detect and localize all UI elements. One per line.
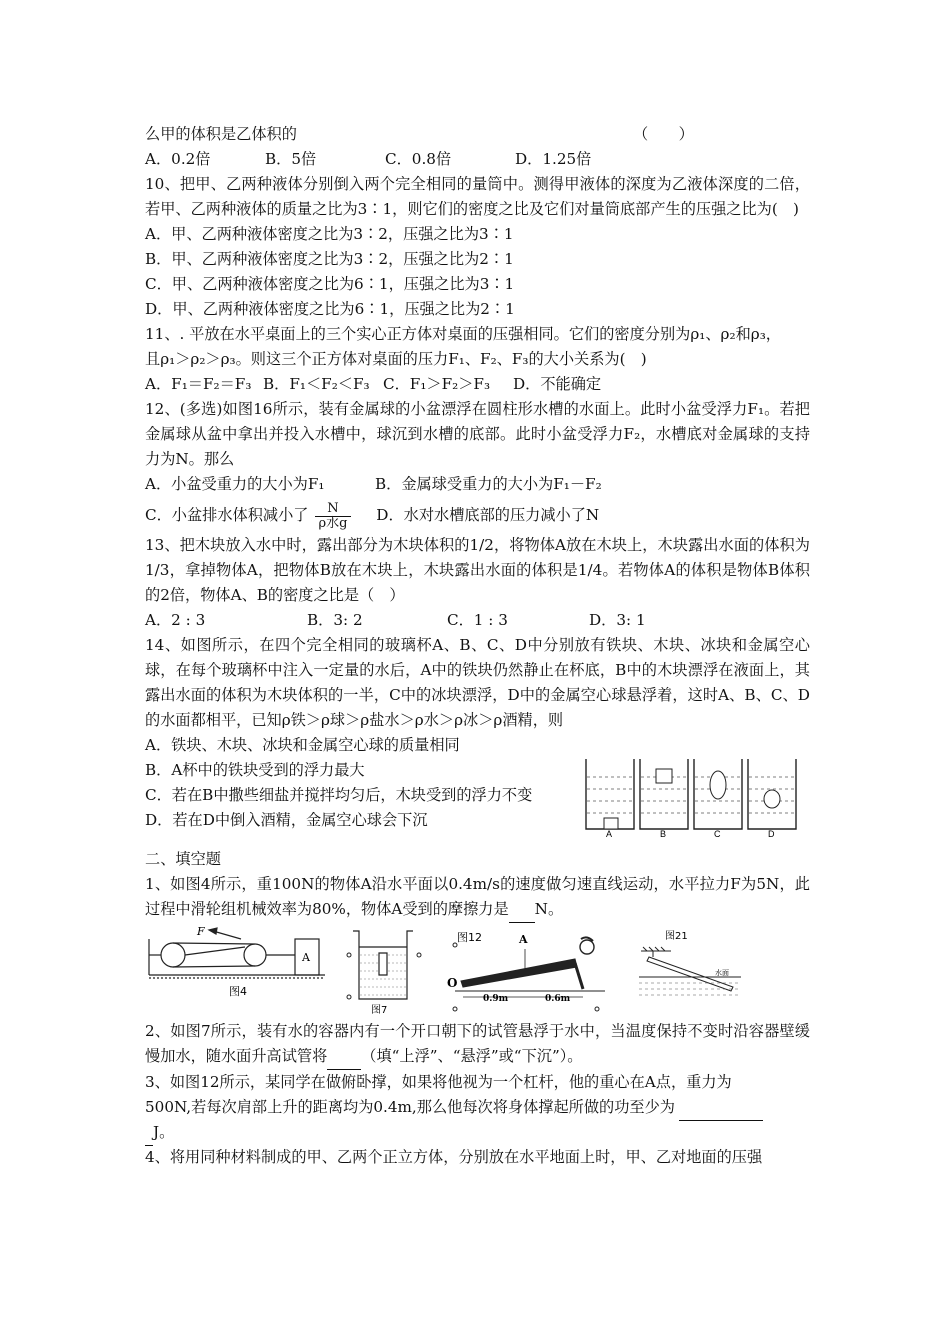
fig12-distance-1: 0.9m: [483, 994, 509, 1004]
fill-q3-text: 500N,若每次肩部上升的距离均为0.4m,那么他每次将身体撑起所做的功至少为: [145, 1098, 675, 1116]
fig7-caption: 图7: [371, 1005, 388, 1016]
cup-label-c: C: [714, 829, 721, 837]
q9-options: [145, 147, 810, 172]
q9-option-a: A．0.2倍: [145, 150, 211, 168]
figures-row: [145, 925, 810, 1017]
fig12-caption: 图12: [457, 931, 482, 944]
q13-option-d: D．3: 1: [589, 611, 646, 629]
fraction-denominator: ρ水g: [318, 515, 348, 531]
wood-block: [656, 769, 672, 783]
figure-12-pushup: [445, 925, 610, 1017]
q10-option-b: B．甲、乙两种液体密度之比为3∶2，压强之比为2∶1: [145, 250, 514, 268]
q14-option-d: D．若在D中倒入酒精，金属空心球会下沉: [145, 811, 428, 829]
q11-option-b: B．F₁＜F₂＜F₃: [263, 375, 370, 393]
fill-q2-tail: （填“上浮”、“悬浮”或“下沉”）。: [361, 1047, 583, 1065]
fill-q1: [145, 872, 810, 923]
q10-option-c: C．甲、乙两种液体密度之比为6∶1，压强之比为3∶1: [145, 275, 515, 293]
exam-page: [145, 122, 810, 1170]
q9-tail: 么甲的体积是乙体积的: [145, 125, 297, 143]
q14-option-a: A．铁块、木块、冰块和金属空心球的质量相同: [145, 736, 460, 754]
fill-q1-tail: N。: [534, 900, 564, 918]
fig21-caption: 图21: [665, 931, 688, 942]
q11-option-d: D．不能确定: [513, 375, 602, 393]
q9-option-c: C．0.8倍: [385, 150, 452, 168]
fig12-point-o: O: [447, 976, 458, 990]
fill-q3-blank-end[interactable]: [145, 1120, 153, 1146]
inverted-test-tube: [379, 953, 387, 975]
q12-option-a: A．小盆受重力的大小为F₁: [145, 475, 325, 493]
cup-label-d: D: [768, 829, 775, 837]
q14-options-block: [145, 733, 810, 837]
fill-q1-blank[interactable]: [509, 897, 535, 923]
fig21-water-label: 水面: [715, 969, 729, 977]
q14-option-c: C．若在B中撒些细盐并搅拌均匀后，木块受到的浮力不变: [145, 786, 533, 804]
fill-q3-line1: 3、如图12所示，某同学在做俯卧撑，如果将他视为一个杠杆，他的重心在A点，重力为: [145, 1073, 732, 1091]
fill-q1-text: 1、如图4所示，重100N的物体A沿水平面以0.4m/s的速度做匀速直线运动，水平拉力F为5N，此过程中滑轮组机械效率为80%，物体A受到的摩擦力是: [145, 875, 810, 918]
q14-stem: 14、如图所示，在四个完全相同的玻璃杯A、B、C、D中分别放有铁块、木块、冰块和金属空心球，在每个玻璃杯中注入一定量的水后，A中的铁块仍然静止在杯底，B中的木块漂浮在液面上，其露出水面的体积为木块体积的一半，C中的冰块漂浮，D中的金属空心球悬浮着，这时A、B、C、D的水面都相平，已知ρ铁＞ρ球＞ρ盐水＞ρ水＞ρ冰＞ρ酒精，则: [145, 636, 810, 729]
q9-tail-line: [145, 122, 810, 147]
q12-option-b: B．金属球受重力的大小为F₁－F₂: [375, 475, 602, 493]
q12-option-d: D．水对水槽底部的压力减小了N: [376, 506, 600, 524]
q11-option-c: C．F₁＞F₂＞F₃: [383, 375, 491, 393]
fill-q2-blank[interactable]: [327, 1044, 361, 1070]
q10-option-a: A．甲、乙两种液体密度之比为3∶2，压强之比为3∶1: [145, 225, 514, 243]
q12-fraction: [315, 502, 352, 531]
q12-options-cd: [145, 497, 810, 533]
fig12-distance-2: 0.6m: [545, 994, 571, 1004]
q12-stem: 12、(多选)如图16所示，装有金属球的小盆漂浮在圆柱形水槽的水面上。此时小盆受浮力F₁。若把金属球从盆中拿出并投入水槽中，球沉到水槽的底部。此时小盆受浮力F₂，水槽底对金属球的支持力为N。那么: [145, 400, 810, 468]
figure-7-container: [345, 925, 427, 1017]
fill-q3-tail: J。: [153, 1123, 175, 1141]
q9-option-b: B．5倍: [265, 150, 317, 168]
fig4-caption: 图4: [229, 985, 247, 998]
section2-title: 二、填空题: [145, 850, 221, 868]
fill-q4: 4、将用同种材料制成的甲、乙两个正立方体，分别放在水平地面上时，甲、乙对地面的压强: [145, 1148, 763, 1166]
fill-q2-text: 2、如图7所示，装有水的容器内有一个开口朝下的试管悬浮于水中，当温度保持不变时沿容器壁缓慢加水，随水面升高试管将: [145, 1022, 810, 1065]
figure-4-pulley: [145, 925, 327, 1011]
person-body: [461, 959, 577, 987]
iron-block: [604, 818, 618, 829]
q12-option-c: C．小盆排水体积减小了: [145, 506, 309, 524]
q9-bracket: （ ）: [633, 125, 694, 143]
fill-q3-blank[interactable]: [679, 1095, 763, 1121]
fill-q3-line2: [145, 1095, 810, 1120]
cup-label-a: A: [606, 829, 613, 837]
q11-line2: 且ρ₁＞ρ₂＞ρ₃。则这三个正方体对桌面的压力F₁、F₂、F₃的大小关系为( ): [145, 350, 647, 368]
q11-options: [145, 372, 810, 397]
q13-option-a: A．2 : 3: [145, 611, 206, 629]
ice-block: [710, 771, 726, 799]
q13-options: [145, 608, 810, 633]
person-head: [580, 940, 594, 954]
fig12-point-a: A: [519, 933, 528, 946]
q11-line1: 11、. 平放在水平桌面上的三个实心正方体对桌面的压强相同。它们的密度分别为ρ₁、ρ₂和ρ₃，: [145, 325, 781, 343]
hollow-ball: [764, 790, 780, 808]
fraction-numerator: N: [315, 502, 352, 517]
four-cups-figure: [582, 755, 810, 837]
q12-options-ab: [145, 472, 810, 497]
q10-stem: 10、把甲、乙两种液体分别倒入两个完全相同的量筒中。测得甲液体的深度为乙液体深度的二倍，若甲、乙两种液体的质量之比为3∶1，则它们的密度之比及它们对量筒底部产生的压强之比为( ): [145, 175, 810, 218]
fig4-force-label: F: [197, 925, 205, 938]
q13-stem: 13、把木块放入水中时，露出部分为木块体积的1/2，将物体A放在木块上，木块露出水面的体积为1/3，拿掉物体A，把物体B放在木块上，木块露出水面的体积是1/4。若物体A的体积是物体B体积的2倍，物体A、B的密度之比是（ ）: [145, 536, 810, 604]
cup-label-b: B: [660, 829, 667, 837]
q14-option-b: B．A杯中的铁块受到的浮力最大: [145, 761, 365, 779]
q11-option-a: A．F₁＝F₂＝F₃: [145, 375, 252, 393]
q10-option-d: D．甲、乙两种液体密度之比为6∶1，压强之比为2∶1: [145, 300, 515, 318]
fig4-block-label: A: [302, 951, 310, 964]
fill-q2: [145, 1019, 810, 1070]
q13-option-b: B．3: 2: [307, 611, 363, 629]
q13-option-c: C．1 : 3: [447, 611, 508, 629]
q9-option-d: D．1.25倍: [515, 150, 592, 168]
fill-q3-line3: [145, 1120, 810, 1145]
figure-21: [635, 925, 745, 1011]
